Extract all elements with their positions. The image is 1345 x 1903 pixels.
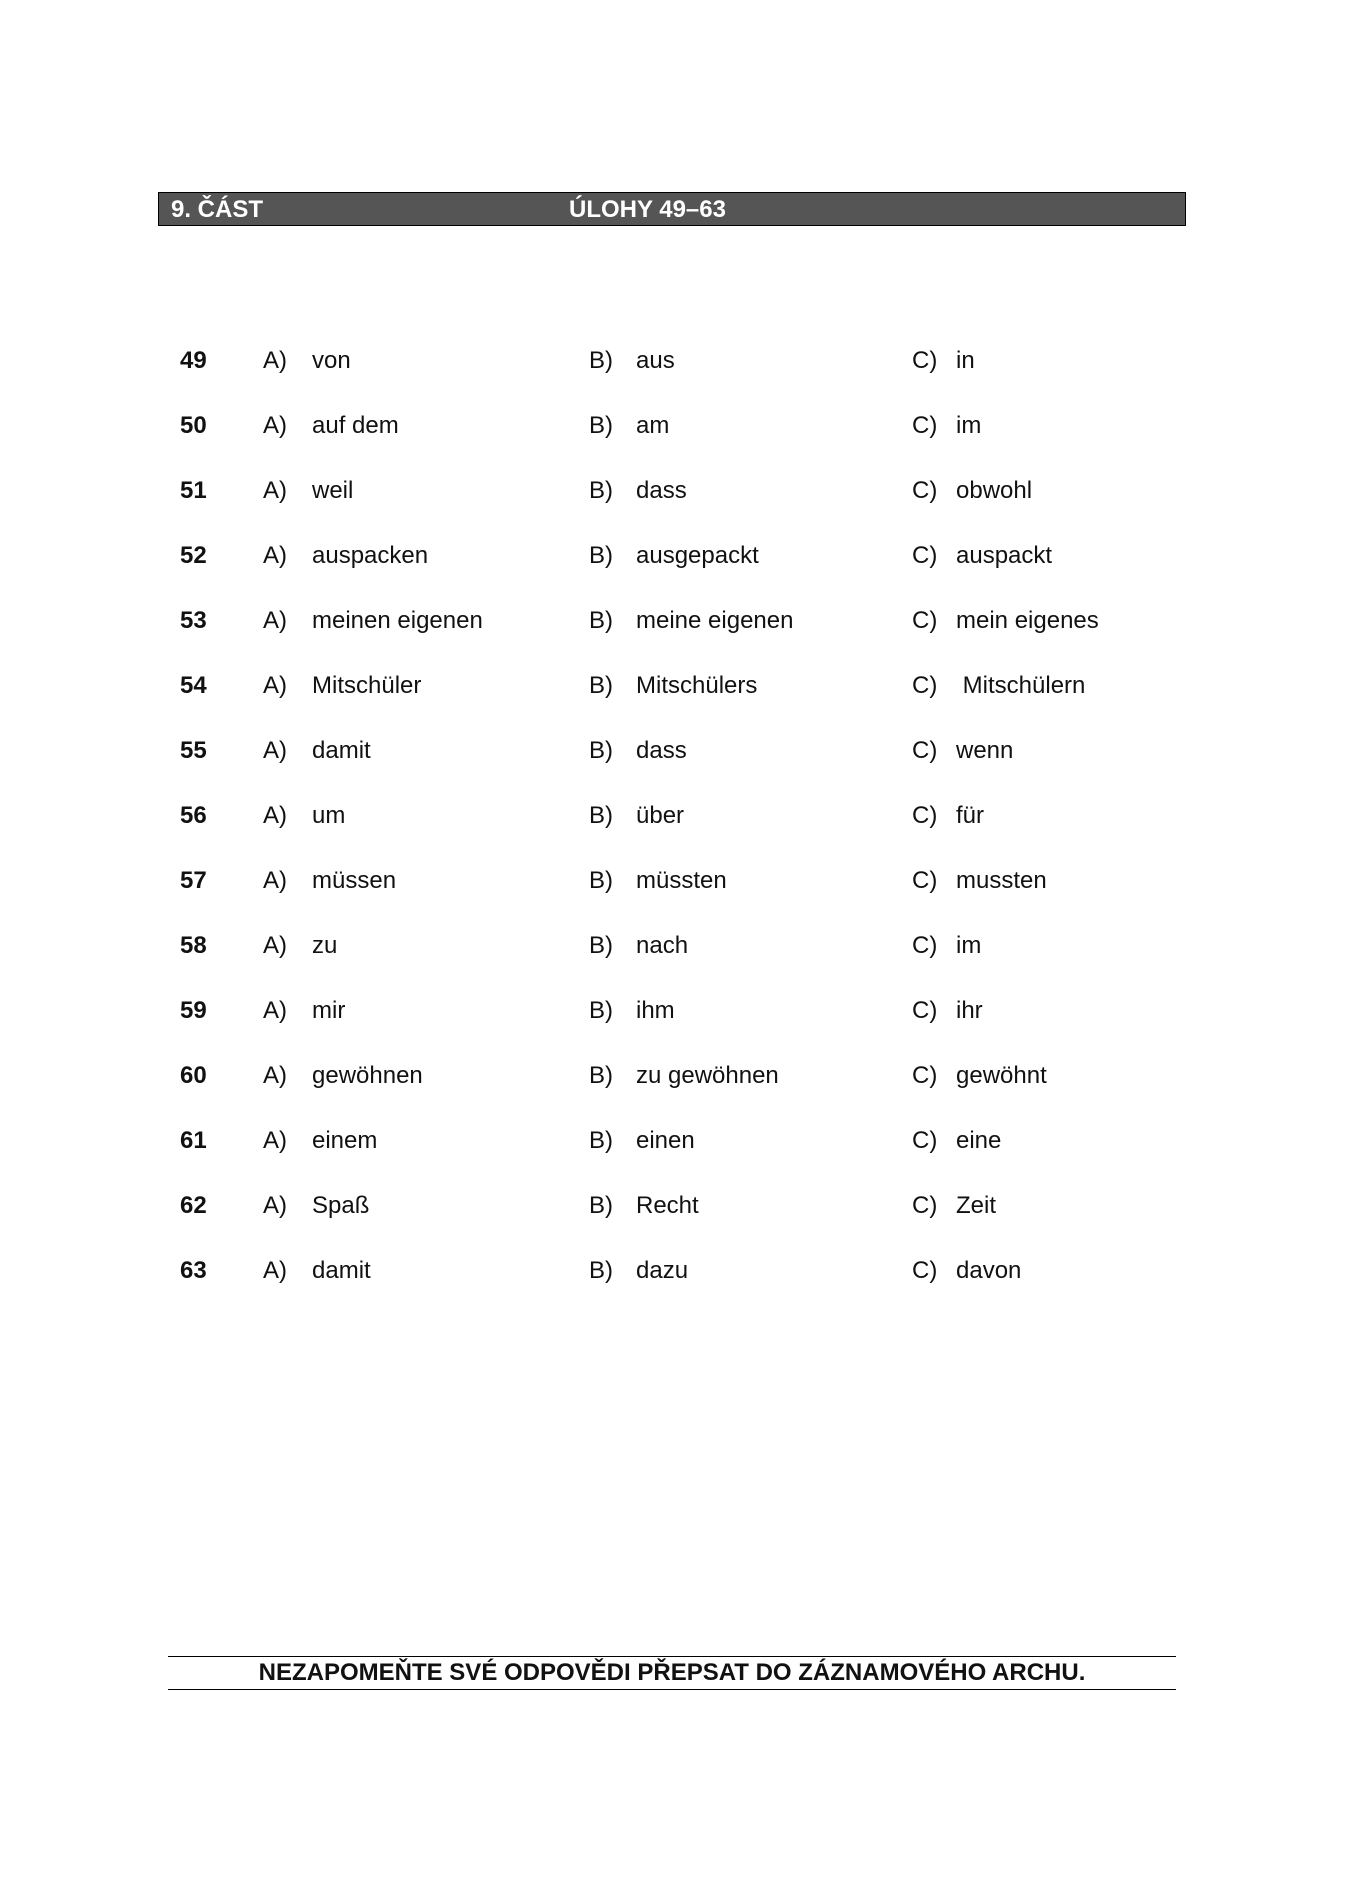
option-a-label: A) <box>263 1062 287 1089</box>
question-number: 56 <box>180 802 207 829</box>
question-row <box>0 607 1345 672</box>
option-c-label: C) <box>912 477 938 504</box>
option-c-label: C) <box>912 1062 938 1089</box>
option-b-text: Recht <box>636 1192 699 1219</box>
option-b-text: müssten <box>636 867 727 894</box>
option-c-text: im <box>956 932 982 959</box>
option-b-label: B) <box>589 672 613 699</box>
option-a-label: A) <box>263 542 287 569</box>
option-c-text: mein eigenes <box>956 607 1099 634</box>
option-b-text: dass <box>636 737 687 764</box>
option-a-text: müssen <box>312 867 397 894</box>
question-row <box>0 1127 1345 1192</box>
option-b-text: zu gewöhnen <box>636 1062 779 1089</box>
option-c-text: Zeit <box>956 1192 997 1219</box>
option-c-text: im <box>956 412 982 439</box>
option-b-label: B) <box>589 997 613 1024</box>
option-b-text: über <box>636 802 685 829</box>
question-row <box>0 997 1345 1062</box>
option-b-text: ausgepackt <box>636 542 759 569</box>
option-c-label: C) <box>912 542 938 569</box>
option-a-text: damit <box>312 1257 371 1284</box>
option-b-label: B) <box>589 867 613 894</box>
option-a-label: A) <box>263 997 287 1024</box>
option-c-label: C) <box>912 1192 938 1219</box>
option-c-text: auspackt <box>956 542 1053 569</box>
option-a-label: A) <box>263 412 287 439</box>
question-number: 53 <box>180 607 207 634</box>
option-b-label: B) <box>589 347 613 374</box>
question-row <box>0 737 1345 802</box>
question-row <box>0 347 1345 412</box>
question-row <box>0 867 1345 932</box>
question-number: 55 <box>180 737 207 764</box>
question-number: 62 <box>180 1192 207 1219</box>
option-c-label: C) <box>912 737 938 764</box>
option-c-text: mussten <box>956 867 1047 894</box>
option-b-text: Mitschülers <box>636 672 758 699</box>
option-a-label: A) <box>263 1127 287 1154</box>
option-b-text: dass <box>636 477 687 504</box>
option-a-text: auspacken <box>312 542 429 569</box>
question-row <box>0 542 1345 607</box>
question-number: 60 <box>180 1062 207 1089</box>
option-a-label: A) <box>263 1257 287 1284</box>
option-c-label: C) <box>912 997 938 1024</box>
question-row <box>0 477 1345 542</box>
option-b-label: B) <box>589 477 613 504</box>
option-c-label: C) <box>912 932 938 959</box>
option-c-text: gewöhnt <box>956 1062 1047 1089</box>
option-c-label: C) <box>912 672 938 699</box>
option-c-label: C) <box>912 802 938 829</box>
option-b-text: ihm <box>636 997 675 1024</box>
option-a-label: A) <box>263 607 287 634</box>
option-a-text: damit <box>312 737 371 764</box>
option-c-label: C) <box>912 607 938 634</box>
option-b-text: einen <box>636 1127 695 1154</box>
option-a-text: mir <box>312 997 346 1024</box>
option-a-label: A) <box>263 867 287 894</box>
option-a-text: Mitschüler <box>312 672 422 699</box>
option-c-text: für <box>956 802 985 829</box>
option-a-text: gewöhnen <box>312 1062 423 1089</box>
option-b-label: B) <box>589 412 613 439</box>
question-row <box>0 802 1345 867</box>
option-a-text: von <box>312 347 351 374</box>
option-c-text: eine <box>956 1127 1002 1154</box>
option-c-label: C) <box>912 867 938 894</box>
option-c-label: C) <box>912 1257 938 1284</box>
question-number: 57 <box>180 867 207 894</box>
option-b-text: am <box>636 412 670 439</box>
question-number: 63 <box>180 1257 207 1284</box>
option-a-label: A) <box>263 477 287 504</box>
option-c-text: wenn <box>956 737 1014 764</box>
question-number: 54 <box>180 672 207 699</box>
question-number: 61 <box>180 1127 207 1154</box>
question-number: 49 <box>180 347 207 374</box>
option-a-text: um <box>312 802 346 829</box>
option-b-label: B) <box>589 1257 613 1284</box>
option-a-text: auf dem <box>312 412 399 439</box>
option-b-label: B) <box>589 802 613 829</box>
option-a-label: A) <box>263 347 287 374</box>
option-b-text: meine eigenen <box>636 607 794 634</box>
option-b-label: B) <box>589 1062 613 1089</box>
question-number: 58 <box>180 932 207 959</box>
question-row <box>0 672 1345 737</box>
option-c-label: C) <box>912 412 938 439</box>
option-b-text: nach <box>636 932 689 959</box>
option-a-label: A) <box>263 737 287 764</box>
section-header <box>158 192 1186 226</box>
section-tasks-range: ÚLOHY 49–63 <box>569 196 726 223</box>
option-c-text: in <box>956 347 975 374</box>
question-row <box>0 412 1345 477</box>
option-b-label: B) <box>589 737 613 764</box>
option-b-label: B) <box>589 542 613 569</box>
option-c-label: C) <box>912 347 938 374</box>
option-a-text: weil <box>312 477 354 504</box>
option-c-text: davon <box>956 1257 1022 1284</box>
option-c-label: C) <box>912 1127 938 1154</box>
option-c-text: ihr <box>956 997 983 1024</box>
option-a-label: A) <box>263 932 287 959</box>
question-number: 59 <box>180 997 207 1024</box>
question-list <box>0 347 1345 1322</box>
answer-sheet-reminder: NEZAPOMEŇTE SVÉ ODPOVĚDI PŘEPSAT DO ZÁZNAMOVÉHO ARCHU. <box>168 1656 1176 1690</box>
option-a-label: A) <box>263 672 287 699</box>
question-row <box>0 932 1345 997</box>
option-b-text: dazu <box>636 1257 689 1284</box>
option-a-text: Spaß <box>312 1192 370 1219</box>
option-a-label: A) <box>263 802 287 829</box>
option-b-label: B) <box>589 932 613 959</box>
question-row <box>0 1192 1345 1257</box>
question-row <box>0 1062 1345 1127</box>
option-b-text: aus <box>636 347 675 374</box>
option-b-label: B) <box>589 1192 613 1219</box>
option-a-text: meinen eigenen <box>312 607 483 634</box>
question-number: 50 <box>180 412 207 439</box>
option-b-label: B) <box>589 1127 613 1154</box>
question-number: 52 <box>180 542 207 569</box>
question-row <box>0 1257 1345 1322</box>
option-a-label: A) <box>263 1192 287 1219</box>
option-a-text: einem <box>312 1127 378 1154</box>
section-part-title: 9. ČÁST <box>171 196 264 223</box>
option-c-text: obwohl <box>956 477 1033 504</box>
option-c-text: Mitschülern <box>956 672 1086 699</box>
question-number: 51 <box>180 477 207 504</box>
option-a-text: zu <box>312 932 338 959</box>
option-b-label: B) <box>589 607 613 634</box>
